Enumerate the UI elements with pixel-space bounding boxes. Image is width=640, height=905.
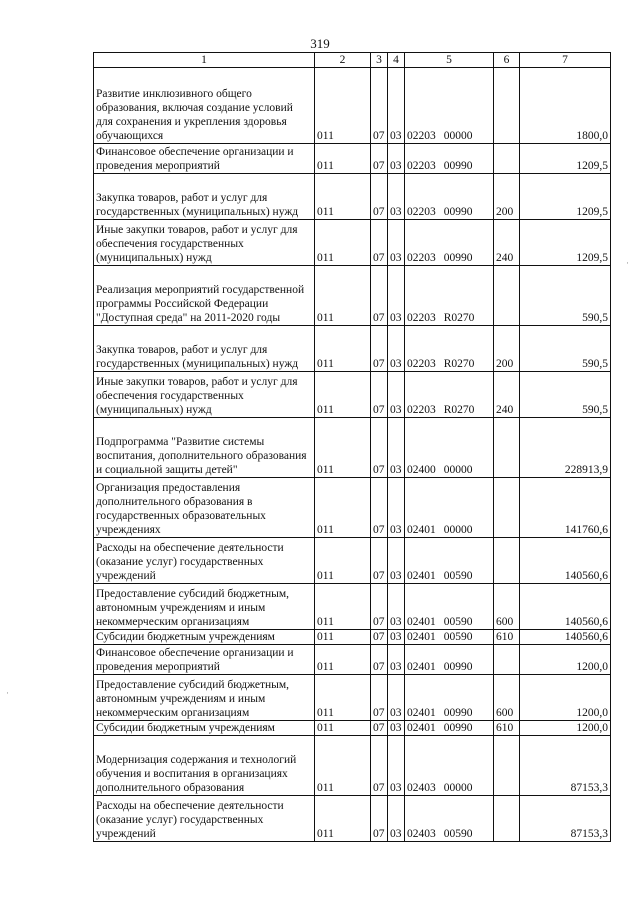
- row-code-section: 07: [371, 675, 388, 721]
- row-code-section: 07: [371, 538, 388, 584]
- row-code-expense-type: [494, 736, 520, 796]
- row-code-expense-type: [494, 68, 520, 144]
- row-code-ministry: 011: [315, 144, 371, 174]
- row-code-target: [405, 266, 494, 326]
- table-row: [94, 266, 611, 326]
- row-code-expense-type: 240: [494, 220, 520, 266]
- row-code-ministry: 011: [315, 538, 371, 584]
- row-code-target: [405, 68, 494, 144]
- row-name: Субсидии бюджетным учреждениям: [94, 630, 315, 645]
- row-code-subsection: 03: [388, 721, 405, 736]
- row-code-ministry: 011: [315, 220, 371, 266]
- row-code-subsection: 03: [388, 796, 405, 842]
- row-code-target-direction: 00990: [443, 722, 473, 734]
- row-code-ministry: 011: [315, 266, 371, 326]
- row-code-ministry: 011: [315, 630, 371, 645]
- table-row: [94, 68, 611, 144]
- row-amount: 590,5: [520, 326, 611, 372]
- row-code-target: [405, 538, 494, 584]
- row-amount: 140560,6: [520, 584, 611, 630]
- row-code-expense-type: 610: [494, 630, 520, 645]
- header-col-5: 5: [405, 53, 494, 68]
- row-code-target: [405, 645, 494, 675]
- row-code-target-direction: 00000: [443, 130, 473, 142]
- row-code-target-direction: R0270: [443, 312, 475, 324]
- row-amount: 1800,0: [520, 68, 611, 144]
- page-number: 319: [310, 36, 330, 51]
- row-code-subsection: 03: [388, 372, 405, 418]
- row-code-target-direction: 00990: [443, 252, 473, 264]
- row-code-target-program: 02203: [407, 130, 436, 142]
- row-code-ministry: 011: [315, 675, 371, 721]
- row-code-target-program: 02403: [407, 828, 436, 840]
- row-amount: 1209,5: [520, 144, 611, 174]
- header-col-1: 1: [94, 53, 315, 68]
- row-name: Организация предоставления дополнительного образования в государственных образовательных учреждениях: [94, 478, 315, 538]
- row-code-subsection: 03: [388, 418, 405, 478]
- table-row: [94, 326, 611, 372]
- row-code-target-program: 02400: [407, 464, 436, 476]
- row-code-section: 07: [371, 478, 388, 538]
- row-code-target: [405, 584, 494, 630]
- row-code-expense-type: [494, 266, 520, 326]
- row-code-section: 07: [371, 220, 388, 266]
- row-code-target-program: 02203: [407, 312, 436, 324]
- row-code-target-direction: 00000: [443, 782, 473, 794]
- row-amount: 590,5: [520, 372, 611, 418]
- row-code-target-direction: R0270: [443, 404, 475, 416]
- table-row: [94, 736, 611, 796]
- row-code-subsection: 03: [388, 736, 405, 796]
- row-code-subsection: 03: [388, 584, 405, 630]
- table-row: [94, 144, 611, 174]
- scan-mark: ·: [626, 258, 629, 268]
- row-code-target: [405, 326, 494, 372]
- row-name: Иные закупки товаров, работ и услуг для обеспечения государственных (муниципальных) нужд: [94, 220, 315, 266]
- table-row: [94, 418, 611, 478]
- row-code-target-direction: 00590: [443, 616, 473, 628]
- row-code-expense-type: 200: [494, 174, 520, 220]
- row-amount: 140560,6: [520, 630, 611, 645]
- row-code-section: 07: [371, 630, 388, 645]
- row-code-target: [405, 144, 494, 174]
- row-code-expense-type: 240: [494, 372, 520, 418]
- row-code-target-program: 02401: [407, 661, 436, 673]
- row-code-target: [405, 675, 494, 721]
- row-amount: 141760,6: [520, 478, 611, 538]
- row-code-section: 07: [371, 174, 388, 220]
- row-name: Финансовое обеспечение организации и проведения мероприятий: [94, 144, 315, 174]
- row-code-target-program: 02203: [407, 404, 436, 416]
- table-row: [94, 584, 611, 630]
- row-amount: 87153,3: [520, 736, 611, 796]
- row-name: Модернизация содержания и технологий обучения и воспитания в организациях дополнительного образования: [94, 736, 315, 796]
- row-code-section: 07: [371, 418, 388, 478]
- row-code-target-direction: 00000: [443, 524, 473, 536]
- row-code-ministry: 011: [315, 584, 371, 630]
- table-row: [94, 721, 611, 736]
- row-code-section: 07: [371, 266, 388, 326]
- row-name: Расходы на обеспечение деятельности (оказание услуг) государственных учреждений: [94, 796, 315, 842]
- row-code-target-direction: 00990: [443, 206, 473, 218]
- row-amount: 1200,0: [520, 645, 611, 675]
- table-row: [94, 538, 611, 584]
- row-name: Закупка товаров, работ и услуг для государственных (муниципальных) нужд: [94, 174, 315, 220]
- row-code-section: 07: [371, 144, 388, 174]
- row-code-target-program: 02401: [407, 631, 436, 643]
- row-code-subsection: 03: [388, 645, 405, 675]
- row-name: Реализация мероприятий государственной программы Российской Федерации "Доступная среда" на 2011-2020 годы: [94, 266, 315, 326]
- row-code-section: 07: [371, 584, 388, 630]
- row-code-ministry: 011: [315, 736, 371, 796]
- row-code-expense-type: [494, 418, 520, 478]
- row-code-expense-type: [494, 796, 520, 842]
- row-code-target-direction: 00990: [443, 160, 473, 172]
- row-code-target: [405, 736, 494, 796]
- table-row: [94, 174, 611, 220]
- row-code-target: [405, 372, 494, 418]
- row-code-expense-type: 200: [494, 326, 520, 372]
- row-code-ministry: 011: [315, 796, 371, 842]
- row-code-target-direction: 00590: [443, 631, 473, 643]
- row-code-expense-type: 610: [494, 721, 520, 736]
- row-amount: 1200,0: [520, 721, 611, 736]
- row-code-target-direction: 00990: [443, 661, 473, 673]
- row-code-target-program: 02401: [407, 616, 436, 628]
- table-row: [94, 630, 611, 645]
- row-code-target: [405, 478, 494, 538]
- row-code-target-program: 02203: [407, 358, 436, 370]
- row-code-subsection: 03: [388, 675, 405, 721]
- row-code-target: [405, 220, 494, 266]
- row-name: Предоставление субсидий бюджетным, автономным учреждениям и иным некоммерческим организациям: [94, 675, 315, 721]
- table-row: [94, 645, 611, 675]
- row-code-target-program: 02203: [407, 206, 436, 218]
- row-code-ministry: 011: [315, 478, 371, 538]
- row-code-section: 07: [371, 721, 388, 736]
- table-row: [94, 372, 611, 418]
- row-code-section: 07: [371, 68, 388, 144]
- row-code-ministry: 011: [315, 68, 371, 144]
- row-code-subsection: 03: [388, 144, 405, 174]
- row-amount: 1200,0: [520, 675, 611, 721]
- header-col-7: 7: [520, 53, 611, 68]
- row-code-ministry: 011: [315, 174, 371, 220]
- header-col-4: 4: [388, 53, 405, 68]
- row-code-target: [405, 630, 494, 645]
- row-code-section: 07: [371, 796, 388, 842]
- row-code-ministry: 011: [315, 326, 371, 372]
- table-row: [94, 675, 611, 721]
- row-code-target-program: 02403: [407, 782, 436, 794]
- row-amount: 228913,9: [520, 418, 611, 478]
- header-col-3: 3: [371, 53, 388, 68]
- row-code-subsection: 03: [388, 174, 405, 220]
- row-code-target-program: 02401: [407, 707, 436, 719]
- row-name: Закупка товаров, работ и услуг для государственных (муниципальных) нужд: [94, 326, 315, 372]
- table-row: [94, 796, 611, 842]
- row-code-target-direction: 00000: [443, 464, 473, 476]
- row-code-subsection: 03: [388, 630, 405, 645]
- row-amount: 590,5: [520, 266, 611, 326]
- row-name: Субсидии бюджетным учреждениям: [94, 721, 315, 736]
- row-code-expense-type: [494, 144, 520, 174]
- row-code-target-program: 02203: [407, 160, 436, 172]
- row-code-target: [405, 796, 494, 842]
- row-name: Расходы на обеспечение деятельности (оказание услуг) государственных учреждений: [94, 538, 315, 584]
- row-code-subsection: 03: [388, 68, 405, 144]
- row-code-section: 07: [371, 372, 388, 418]
- table-row: [94, 478, 611, 538]
- scan-mark: ·: [6, 688, 9, 698]
- row-code-subsection: 03: [388, 326, 405, 372]
- row-code-subsection: 03: [388, 266, 405, 326]
- row-code-expense-type: [494, 645, 520, 675]
- table-row: [94, 220, 611, 266]
- row-code-section: 07: [371, 645, 388, 675]
- row-code-target-program: 02401: [407, 570, 436, 582]
- budget-table: [93, 52, 611, 842]
- row-code-ministry: 011: [315, 645, 371, 675]
- row-code-target: [405, 721, 494, 736]
- row-name: Предоставление субсидий бюджетным, автономным учреждениям и иным некоммерческим организациям: [94, 584, 315, 630]
- row-code-expense-type: [494, 478, 520, 538]
- header-row: [94, 53, 611, 68]
- row-code-subsection: 03: [388, 478, 405, 538]
- row-code-target-program: 02401: [407, 722, 436, 734]
- row-code-ministry: 011: [315, 721, 371, 736]
- row-code-ministry: 011: [315, 372, 371, 418]
- row-name: Развитие инклюзивного общего образования, включая создание условий для сохранения и укрепления здоровья обучающихся: [94, 68, 315, 144]
- row-code-expense-type: 600: [494, 675, 520, 721]
- row-code-target-direction: 00990: [443, 707, 473, 719]
- row-code-subsection: 03: [388, 538, 405, 584]
- row-amount: 140560,6: [520, 538, 611, 584]
- row-amount: 1209,5: [520, 220, 611, 266]
- row-code-ministry: 011: [315, 418, 371, 478]
- row-code-expense-type: 600: [494, 584, 520, 630]
- row-code-target-direction: 00590: [443, 828, 473, 840]
- row-code-section: 07: [371, 326, 388, 372]
- row-code-target-program: 02401: [407, 524, 436, 536]
- row-code-subsection: 03: [388, 220, 405, 266]
- row-amount: 1209,5: [520, 174, 611, 220]
- header-col-6: 6: [494, 53, 520, 68]
- row-code-target-direction: R0270: [443, 358, 475, 370]
- row-amount: 87153,3: [520, 796, 611, 842]
- row-code-section: 07: [371, 736, 388, 796]
- row-code-target-direction: 00590: [443, 570, 473, 582]
- row-code-expense-type: [494, 538, 520, 584]
- row-code-target: [405, 174, 494, 220]
- header-col-2: 2: [315, 53, 371, 68]
- row-name: Иные закупки товаров, работ и услуг для обеспечения государственных (муниципальных) нужд: [94, 372, 315, 418]
- row-code-target: [405, 418, 494, 478]
- row-code-target-program: 02203: [407, 252, 436, 264]
- row-name: Подпрограмма "Развитие системы воспитания, дополнительного образования и социальной защиты детей": [94, 418, 315, 478]
- row-name: Финансовое обеспечение организации и проведения мероприятий: [94, 645, 315, 675]
